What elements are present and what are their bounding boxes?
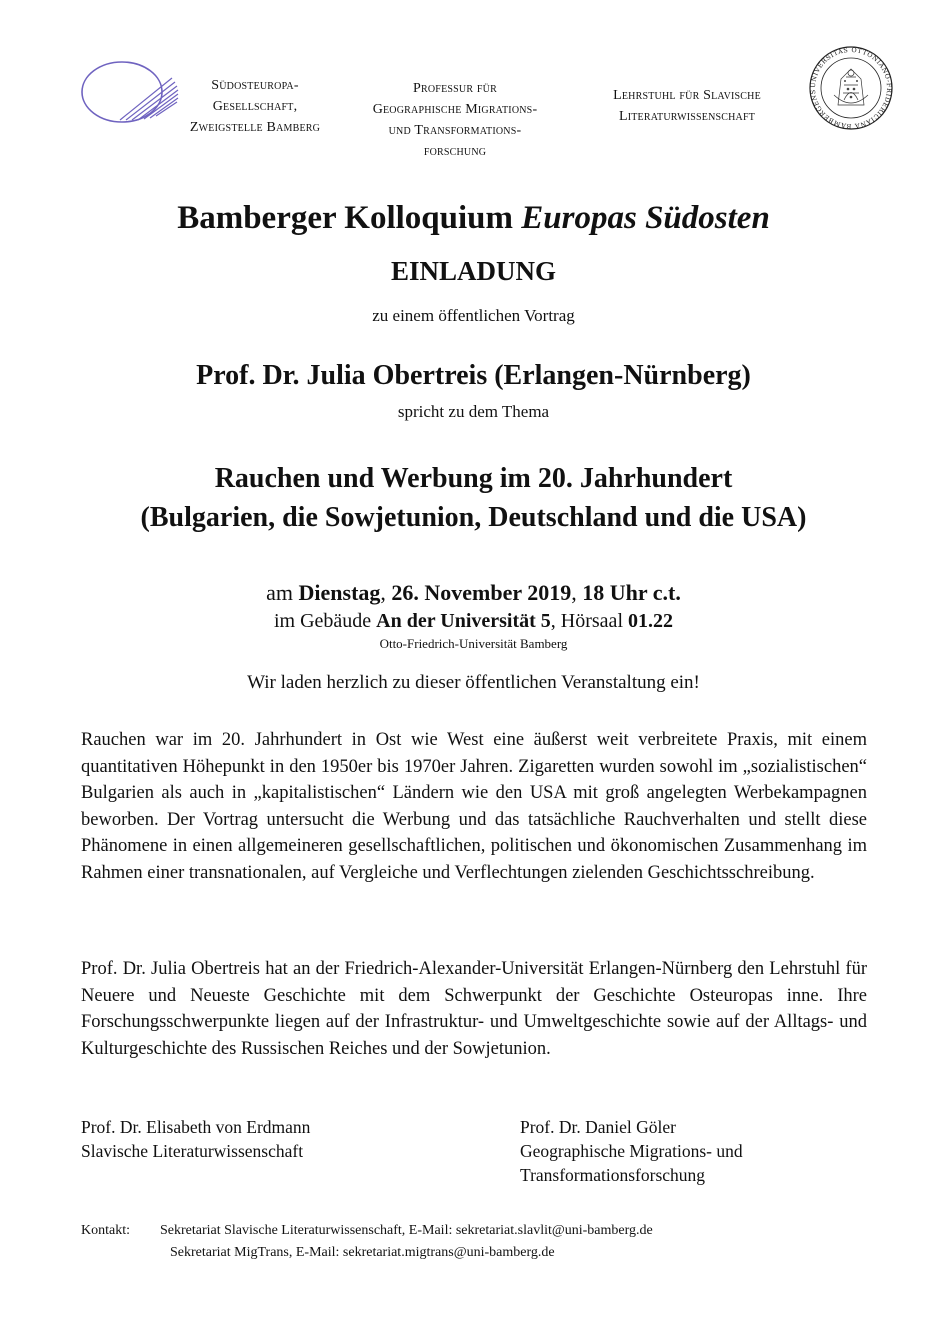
page-title [0,200,947,237]
event-venue [0,610,947,633]
date-weekday: Dienstag [298,580,381,605]
einladung-heading: EINLADUNG [390,256,557,286]
contact-line-2: Sekretariat MigTrans, E-Mail: sekretariat.migtrans@uni-bamberg.de [170,1245,555,1260]
title-italic: Europas Südosten [521,200,770,236]
signatory-name: Prof. Dr. Daniel Göler [520,1117,677,1137]
contact-label: Kontakt: [81,1223,130,1238]
speaker-name: Prof. Dr. Julia Obertreis (Erlangen-Nürnberg) [196,360,751,391]
header-left-line: Zweigstelle Bamberg [189,120,321,135]
header-right-line: Lehrstuhl für Slavische [613,88,761,103]
date-prefix: am [266,580,299,605]
signatory-name: Prof. Dr. Elisabeth von Erdmann [81,1117,311,1137]
invitation-text: Wir laden herzlich zu dieser öffentlichen Veranstaltung ein! [247,672,700,693]
lecture-topic-line2: (Bulgarien, die Sowjetunion, Deutschland und die USA) [140,502,807,533]
header-left-line: Gesellschaft, [212,99,298,114]
signatory-dept: Transformationsforschung [520,1165,706,1185]
title-plain: Bamberger Kolloquium [177,200,522,236]
university-seal [808,45,894,131]
speaks-on-topic: spricht zu dem Thema [397,402,550,421]
header-left-line: Südosteuropa- [211,78,299,93]
date-separator: , [571,580,583,605]
venue-prefix: im Gebäude [273,610,377,632]
header-center-line: Professur für [413,81,497,96]
date-separator: , [380,580,392,605]
header-center-org [335,78,575,162]
signatory-dept: Geographische Migrations- und [520,1141,743,1161]
header-center-line: und Transformations- [388,123,522,138]
lecture-subtitle: zu einem öffentlichen Vortrag [372,306,575,325]
header-center-line: forschung [423,144,487,159]
venue-building: An der Universität 5 [376,610,551,632]
venue-room: 01.22 [628,610,673,632]
seal-text: UNIVERSITAS OTTONIANO-FRIDERICIANA BAMBERGENS [808,45,894,131]
header-center-line: Geographische Migrations- [372,102,538,117]
signatory-dept: Slavische Literaturwissenschaft [81,1141,304,1161]
university-name: Otto-Friedrich-Universität Bamberg [379,636,568,651]
signatory-right [520,1115,900,1187]
lecture-topic-line1: Rauchen und Werbung im 20. Jahrhundert [214,463,733,494]
header-left-org [150,75,360,138]
signatory-left [81,1115,461,1163]
bio-paragraph: Prof. Dr. Julia Obertreis hat an der Friedrich-Alexander-Universität Erlangen-Nürnberg den Lehrstuhl für Neuere und Neueste Geschichte mit dem Schwerpunkt der Geschichte Osteuropas inne. Ihre Forschungsschwerpunkte liegen auf der Infrastruktur- und Umweltgeschichte sowie auf der Alltags- und Kulturgeschichte des Russischen Reiches und der Sowjetunion. [81,959,867,1059]
header-right-line: Literaturwissenschaft [618,109,756,124]
abstract-paragraph: Rauchen war im 20. Jahrhundert in Ost wie West eine äußerst weit verbreitete Praxis, mit einem quantitativen Höhepunkt in den 1950er bis 1970er Jahren. Zigaretten wurden sowohl im „sozialistischen“ Bulgarien als auch in „kapitalistischen“ Ländern wie den USA mit groß angelegten Werbekampagnen beworben. Der Vortrag untersucht die Werbung und das tatsächliche Rauchverhalten und stellt diese Phänomene in einen allgemeineren gesellschaftlichen, politischen und ökonomischen Zusammenhang im Rahmen einer transnationalen, auf Vergleiche und Verflechtungen zielenden Geschichtsschreibung. [81,730,867,883]
venue-room-label: , Hörsaal [550,610,628,632]
contact-line-1: Sekretariat Slavische Literaturwissenschaft, E-Mail: sekretariat.slavlit@uni-bamberg.de [160,1223,653,1238]
header-right-org [578,85,796,127]
date-time: 18 Uhr c.t. [582,580,681,605]
date-day: 26. November 2019 [391,580,572,605]
event-date [0,580,947,606]
